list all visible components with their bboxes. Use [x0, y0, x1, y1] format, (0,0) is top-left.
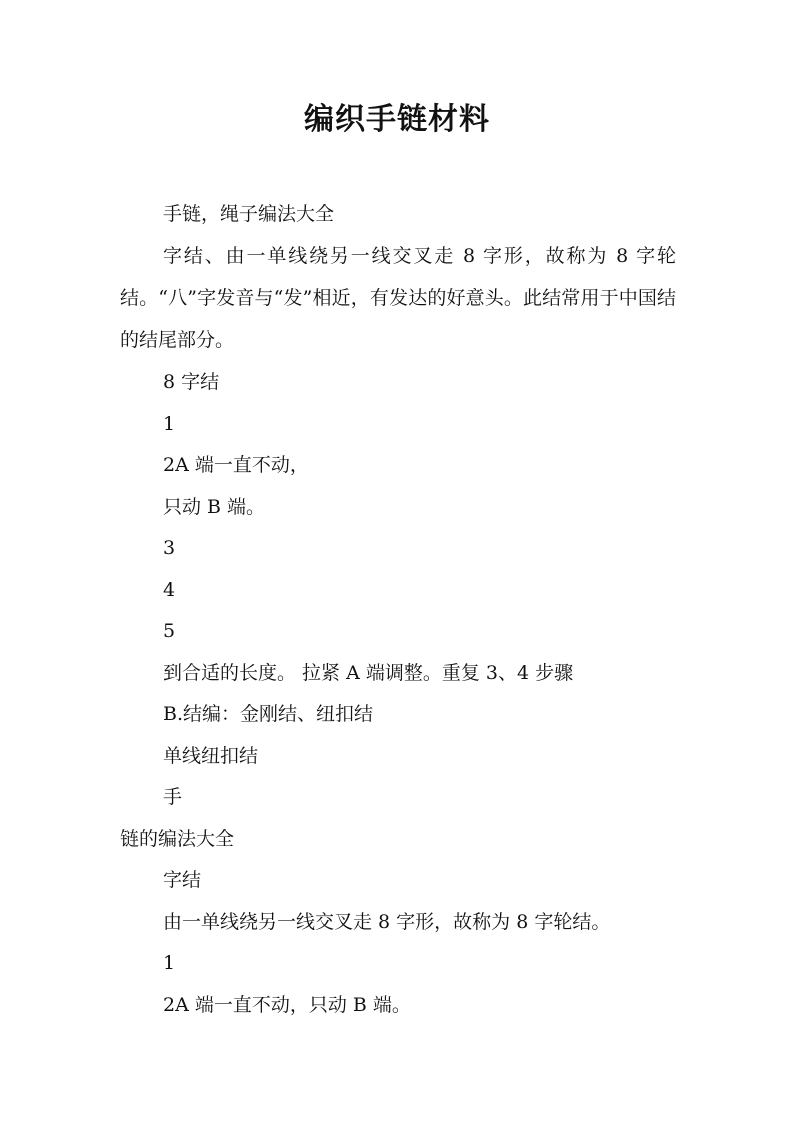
paragraph-line: 由一单线绕另一线交叉走 8 字形，故称为 8 字轮结。 — [163, 911, 611, 933]
paragraph-line: 1 — [163, 952, 176, 974]
paragraph-line: 3 — [163, 537, 176, 559]
paragraph-line: 字结 — [163, 869, 202, 891]
paragraph-line: 链的编法大全 — [120, 828, 235, 850]
paragraph-line: 单线纽扣结 — [163, 745, 259, 767]
paragraph-line: 只动 B 端。 — [163, 496, 266, 518]
paragraph-line: 4 — [163, 579, 176, 601]
paragraph-line: 手链，绳子编法大全 — [163, 203, 335, 225]
paragraph-line: 2A 端一直不动， — [163, 454, 309, 476]
paragraph-line: 8 字结 — [163, 371, 220, 393]
paragraph-line: 到合适的长度。 拉紧 A 端调整。重复 3、4 步骤 — [163, 662, 574, 684]
paragraph-block: 字结、由一单线绕另一线交叉走 8 字形，故称为 8 字轮结。“八”字发音与“发”相近，有发达的好意头。此结常用于中国结的结尾部分。 — [120, 245, 676, 351]
paragraph-line: 2A 端一直不动，只动 B 端。 — [163, 994, 411, 1016]
document-title: 编织手链材料 — [304, 102, 490, 137]
paragraph-line: 手 — [163, 786, 183, 808]
paragraph-line: 1 — [163, 413, 176, 435]
paragraph-line: 5 — [163, 620, 176, 642]
paragraph-line: B.结编：金刚结、纽扣结 — [163, 703, 374, 725]
